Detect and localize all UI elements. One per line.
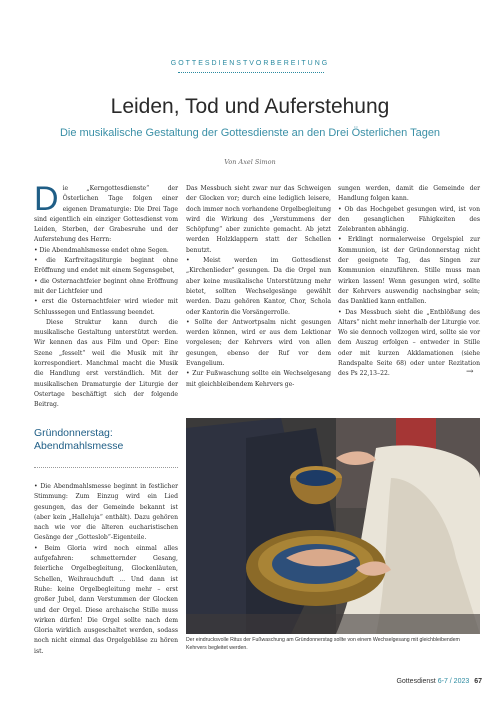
column-3 [338,184,480,380]
article-title: Leiden, Tod und Auferstehung [110,95,390,118]
drop-cap: D [34,180,59,218]
section-divider [34,467,178,468]
body-paragraph: • Erklingt normalerweise Orgelspiel zur Kommunion, ist der Gründonnerstag nicht der geeignete Tag, das Singen zur Kommunion einzuführen. Stille muss man wirken lassen! Wenn gesungen wird, sollte der Kehrvers auswendig nachsingbar sein; das Danklied kann entfallen. [338,236,480,306]
bullet-item: • Die Abendmahlsmesse endet ohne Segen. [34,246,169,254]
body-paragraph: • Meist werden im Gottesdienst „Kirchenlieder“ gesungen. Da die Orgel nun aber keine musikalische Unterstützung mehr bietet, sollten Wechselgesänge gewählt werden. Dazu gehören Kantor, Chor, Schola oder Kantorin die Vorsängerrolle. [186,257,331,316]
column-1-lower [34,482,178,657]
continue-arrow-icon: → [466,367,474,377]
bullet-item: • die Karfreitagsliturgie beginnt ohne Eröffnung und endet mit einem Segensgebet, [34,257,178,275]
body-paragraph: Diese Struktur kann durch die musikalische Gestaltung unterstützt werden. Wir kennen das aus Film und Oper: Eine Szene „fesselt“ weil die Musik mit ihr korrespondiert. Manchmal macht die Musik die Handlung erst verständlich. Mit der musikalischen Dramaturgie der Liturgie der Ostertage beschäftigt sich der folgende Beitrag. [34,318,178,409]
body-paragraph: • Sollte der Antwortpsalm nicht gesungen werden können, wird er aus dem Lektionar vorgelesen; der Kehrvers wird von allen gesungen, ebenso der Ruf vor dem Evangelium. [186,318,331,368]
article-author: Von Axel Simon [224,158,276,166]
foot-washing-photo [186,418,480,634]
photo-illustration [186,418,480,634]
body-paragraph: • Die Abendmahlsmesse beginnt in festlicher Stimmung: Zum Einzug wird ein Lied gesungen, das der Gemeinde bekannt ist (aber kein „Halleluja“ enthält). Dazu gehören nach wie vor die älteren eucharistischen Gesänge der „Gotteslob“-Eigenteile. [34,483,178,542]
issue-number: 6-7 / 2023 [437,678,470,685]
body-paragraph: sungen werden, damit die Gemeinde der Handlung folgen kann. [338,185,480,203]
column-2 [186,184,331,390]
section-heading [34,427,184,453]
photo-caption: Der eindrucksvolle Ritus der Fußwaschung am Gründonnerstag sollte von einem Wechselgesang mit gleichbleibendem Kehrvers begleitet werden. [186,637,460,651]
bullet-item: • die Osternachtfeier beginnt ohne Eröffnung mit der Lichtfeier und [34,277,178,295]
body-paragraph: Das Messbuch sieht zwar nur das Schweigen der Glocken vor; durch eine lediglich leisere, doch immer noch vorhandene Orgelbegleitung wird die Wirkung des „Verstummens der Schöpfung“ aber zunichte gemacht. Ab jetzt werden Holzklappern statt der Schellen benutzt. [186,185,331,254]
body-paragraph: • Das Messbuch sieht die „Entblößung des Altars“ nicht mehr innerhalb der Liturgie vor. Wo sie dennoch vollzogen wird, sollte sie vor dem Auszug erfolgen – entweder in Stille oder mit kurzen Akklamationen (siehe Randspalte Seite 68) oder unter Rezitation des Ps 22,13–22. [338,308,480,378]
section-kicker: GOTTESDIENSTVORBEREITUNG [170,60,330,67]
article-subtitle: Die musikalische Gestaltung der Gottesdienste an den Drei Österlichen Tagen [59,127,441,139]
magazine-name: Gottesdienst [396,678,436,685]
column-1 [34,180,178,411]
body-paragraph: • Ob das Hochgebet gesungen wird, ist von den gesanglichen Fähigkeiten des Zelebranten abhängig. [338,205,480,234]
body-paragraph: • Beim Gloria wird noch einmal alles aufgefahren: schmetternder Gesang, feierliche Orgelbegleitung, Glockenläuten, Schellen, Weihrauchduft ... Und dann ist Ruhe: keine Orgelbegleitung mehr – erst großer Jubel, dann Verstummen der Glocken und der Orgel. Diese archaische Stille muss wirken dürfen! Die Orgel sollte nach dem Gloria wirklich ausgeschaltet werden, sodass noch nicht einmal das Orgelgebläse zu hören ist. [34,544,178,655]
page-number: 67 [474,678,482,685]
body-paragraph: • Zur Fußwaschung sollte ein Wechselgesang mit gleichbleibendem Kehrvers ge- [186,370,331,388]
page-footer [396,678,482,685]
intro-paragraph: ie „Kerngottesdienste“ der Österlichen Tage folgen einer eigenen Dramaturgie: Die Drei Tage sind eigentlich ein einziger Gottesdienst vom Leiden, Sterben, der Grabesruhe und der Auferstehung des Herrn: [34,185,178,244]
bullet-item: • erst die Osternachtfeier wird wieder mit Schlusssegen und Entlassung beendet. [34,298,178,316]
kicker-divider [178,72,324,73]
section-heading-line-1: Gründonnerstag: [34,427,113,439]
section-heading-line-2: Abendmahlsmesse [34,440,124,452]
